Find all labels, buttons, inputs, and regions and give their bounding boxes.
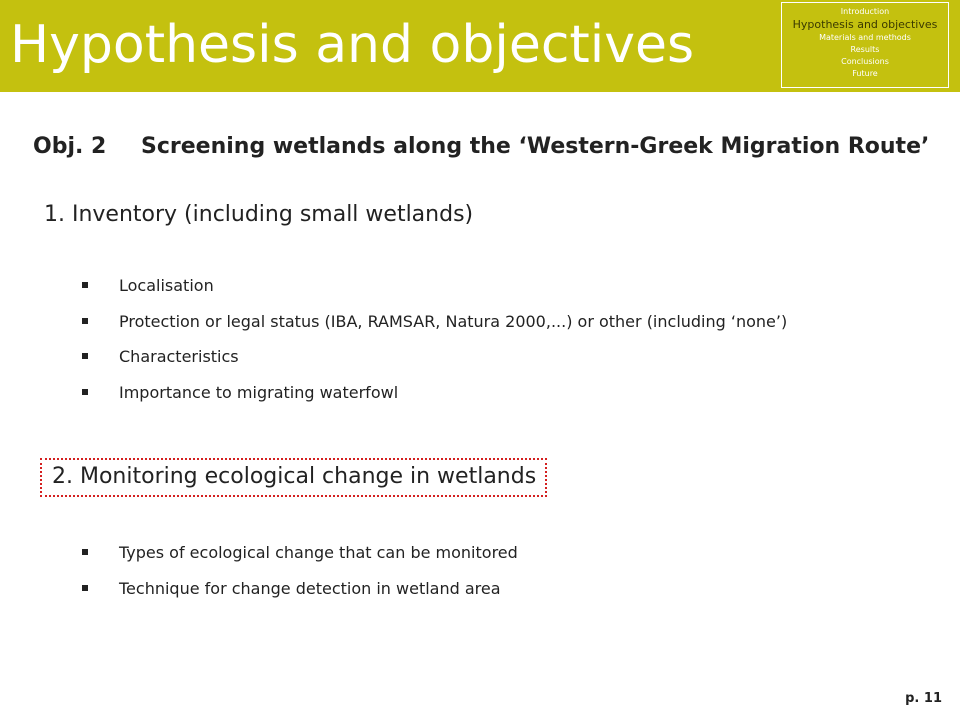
section-heading-monitoring: 2. Monitoring ecological change in wetlands	[40, 458, 547, 497]
header-bar	[0, 0, 960, 92]
objective-heading	[33, 132, 929, 162]
section-heading-inventory: 1. Inventory (including small wetlands)	[44, 202, 474, 227]
square-bullet-icon	[82, 318, 88, 324]
bullet-text: Types of ecological change that can be monitored	[119, 543, 518, 562]
bullet-text: Technique for change detection in wetland area	[119, 578, 501, 598]
objective-number: Obj. 2	[33, 134, 107, 159]
square-bullet-icon	[82, 585, 88, 591]
nav-item-conclusions[interactable]: Conclusions	[841, 57, 889, 66]
nav-item-results[interactable]: Results	[850, 45, 880, 54]
nav-item-materials-and-methods[interactable]: Materials and methods	[819, 33, 911, 42]
nav-item-hypothesis-and-objectives[interactable]: Hypothesis and objectives	[792, 18, 938, 31]
nav-item-future[interactable]: Future	[852, 69, 878, 78]
section-nav	[781, 2, 949, 88]
square-bullet-icon	[82, 389, 88, 395]
bullet-text: Characteristics	[119, 347, 239, 366]
bullet-text: Importance to migrating waterfowl	[119, 382, 399, 402]
square-bullet-icon	[82, 549, 88, 555]
bullet-text: Protection or legal status (IBA, RAMSAR, Natura 2000,...) or other (including ‘none’)	[119, 311, 788, 331]
square-bullet-icon	[82, 282, 88, 288]
nav-item-introduction[interactable]: Introduction	[840, 7, 890, 16]
page-number: p. 11	[905, 691, 942, 706]
bullet-text: Localisation	[119, 276, 214, 295]
square-bullet-icon	[82, 353, 88, 359]
slide-title: Hypothesis and objectives	[10, 15, 695, 75]
objective-text: Screening wetlands along the ‘Western-Greek Migration Route’	[141, 134, 930, 159]
